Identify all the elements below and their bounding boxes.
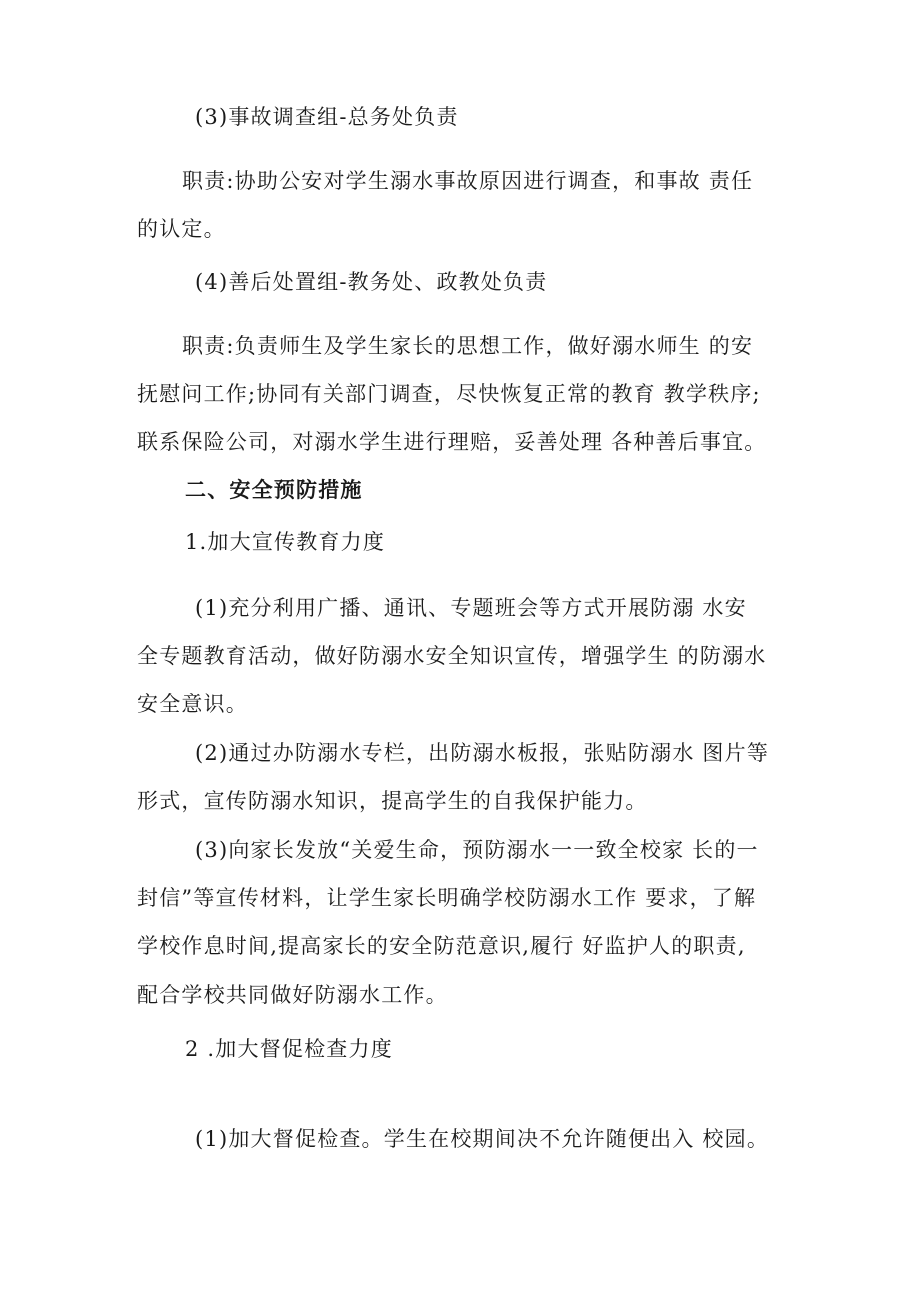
paragraph-accident-investigation-title: (3)事故调查组-总务处负责 xyxy=(195,105,459,129)
paragraph-publicity-1-line2: 全专题教育活动，做好防溺水安全知识宣传，增强学生 的防溺水 xyxy=(137,644,767,668)
paragraph-inspection-1-line1: (1)加大督促检查。学生在校期间决不允许随便出入 校园。 xyxy=(195,1127,770,1151)
paragraph-accident-investigation-duty-line1: 职责:协助公安对学生溺水事故原因进行调查，和事故 责任 xyxy=(182,169,754,193)
paragraph-aftermath-duty-line3: 联系保险公司，对溺水学生进行理赔，妥善处理 各种善后事宜。 xyxy=(137,430,767,454)
paragraph-publicity-3-line1: (3)向家长发放“关爱生命，预防溺水一一致全校家 长的一 xyxy=(195,838,759,862)
paragraph-publicity-3-line2: 封信”等宣传材料，让学生家长明确学校防溺水工作 要求，了解 xyxy=(137,886,757,910)
subsection-heading-publicity: 1.加大宣传教育力度 xyxy=(185,530,386,554)
paragraph-aftermath-title: (4)善后处置组-教务处、政教处负责 xyxy=(195,270,548,294)
paragraph-publicity-3-line3: 学校作息时间,提高家长的安全防范意识,履行 好监护人的职责, xyxy=(137,934,746,958)
section-heading-safety-prevention: 二、安全预防措施 xyxy=(185,478,363,502)
paragraph-publicity-1-line1: (1)充分利用广播、通讯、专题班会等方式开展防溺 水安 xyxy=(195,596,747,620)
paragraph-publicity-2-line1: (2)通过办防溺水专栏，出防溺水板报，张贴防溺水 图片等 xyxy=(195,741,770,765)
paragraph-publicity-3-line4: 配合学校共同做好防溺水工作。 xyxy=(137,983,448,1007)
paragraph-publicity-1-line3: 安全意识。 xyxy=(137,692,248,716)
paragraph-aftermath-duty-line1: 职责:负责师生及学生家长的思想工作，做好溺水师生 的安 xyxy=(182,334,754,358)
paragraph-aftermath-duty-line2: 抚慰问工作;协同有关部门调查，尽快恢复正常的教育 教学秩序; xyxy=(137,382,761,406)
paragraph-publicity-2-line2: 形式，宣传防溺水知识，提高学生的自我保护能力。 xyxy=(137,789,648,813)
subsection-heading-inspection: 2 .加大督促检查力度 xyxy=(185,1037,393,1061)
paragraph-accident-investigation-duty-line2: 的认定。 xyxy=(137,217,226,241)
